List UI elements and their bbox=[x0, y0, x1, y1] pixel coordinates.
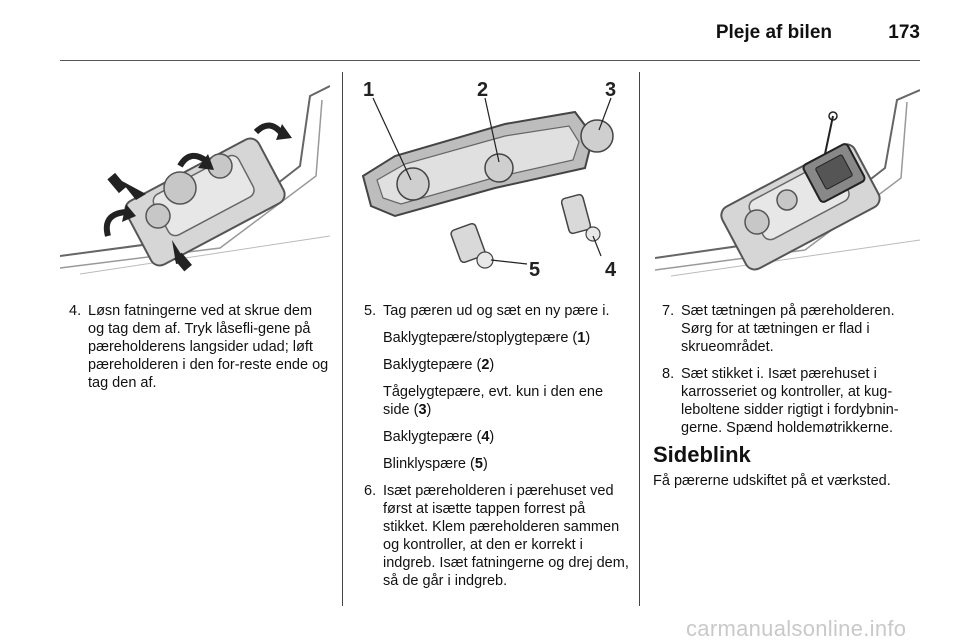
step-7-text: Sæt tætningen på pæreholderen. Sørg for at tætningen er flad i skrueområdet. bbox=[681, 303, 895, 355]
sideblink-paragraph: Få pærerne udskiftet på et værksted. bbox=[653, 473, 891, 489]
section-heading-sideblink: Sideblink bbox=[653, 442, 751, 467]
step-8 bbox=[653, 365, 923, 437]
bulb-holder-removal-illustration bbox=[60, 76, 330, 288]
column-1 bbox=[60, 302, 330, 401]
bulb-entry-2-ref: 2 bbox=[481, 357, 490, 373]
bulb-entry-5 bbox=[355, 455, 631, 473]
step-6-text: Isæt pæreholderen i pærehuset ved først at isætte tappen forrest på stikket. Klem pæreholderen sammen og kontroller, at den er korrekt i indgreb. Isæt fatningerne og drej dem, så de går i indgreb. bbox=[383, 483, 629, 589]
bulb-entry-2 bbox=[355, 356, 631, 374]
bulb-entry-4 bbox=[355, 428, 631, 446]
callout-1: 1 bbox=[363, 79, 375, 101]
step-5-text: Tag pæren ud og sæt en ny pære i. bbox=[383, 303, 610, 319]
step-8-text: Sæt stikket i. Isæt pærehuset i karrosseriet og kontroller, at kug-leboltene sidder rigtigt i fordybnin-gerne. Spænd holdemøtrikkerne. bbox=[681, 366, 899, 436]
callout-5: 5 bbox=[529, 259, 541, 281]
column-2 bbox=[355, 302, 631, 599]
bulb-positions-illustration bbox=[355, 76, 627, 288]
bulb-entry-1-ref: 1 bbox=[577, 330, 586, 346]
callout-4: 4 bbox=[605, 259, 617, 281]
bulb-entry-4-ref: 4 bbox=[481, 429, 490, 445]
page-title: Pleje af bilen bbox=[715, 22, 832, 43]
step-7 bbox=[653, 302, 923, 356]
bulb-entry-4-label: Baklygtepære ( bbox=[383, 429, 482, 445]
step-6-number: 6. bbox=[364, 483, 377, 499]
step-5-number: 5. bbox=[364, 303, 377, 319]
bulb-entry-1-label: Baklygtepære/stoplygtepære ( bbox=[383, 330, 578, 346]
figure-bulb-positions bbox=[355, 76, 627, 288]
bulb-entry-2-close: ) bbox=[489, 357, 495, 373]
step-6 bbox=[355, 482, 631, 590]
column-3 bbox=[653, 302, 923, 496]
bulb-entry-1-close: ) bbox=[585, 330, 591, 346]
page-number: 173 bbox=[888, 22, 920, 43]
callout-3: 3 bbox=[605, 79, 617, 101]
bulb-entry-3-label: Tågelygtepære, evt. kun i den ene side ( bbox=[383, 384, 604, 418]
bulb-entry-5-ref: 5 bbox=[474, 456, 483, 472]
header-rule bbox=[60, 60, 920, 61]
bulb-entry-2-label: Baklygtepære ( bbox=[383, 357, 482, 373]
column-divider-1 bbox=[342, 72, 343, 606]
page-header bbox=[60, 0, 922, 58]
step-4 bbox=[60, 302, 330, 392]
step-5 bbox=[355, 302, 631, 320]
figure-bulb-holder-removal bbox=[60, 76, 330, 288]
bulb-entry-1 bbox=[355, 329, 631, 347]
bulb-entry-3-close: ) bbox=[426, 402, 432, 418]
bulb-entry-5-label: Blinklyspære ( bbox=[383, 456, 475, 472]
column-divider-2 bbox=[639, 72, 640, 606]
step-4-number: 4. bbox=[69, 303, 82, 319]
step-4-text: Løsn fatningerne ved at skrue dem og tag dem af. Tryk låsefli-gene på pæreholderens langsider udad; løft pæreholderen i den for-reste ende og tag den af. bbox=[88, 303, 329, 391]
callout-2: 2 bbox=[477, 79, 489, 101]
seal-installation-illustration bbox=[655, 76, 920, 288]
bulb-entry-5-close: ) bbox=[482, 456, 488, 472]
step-7-number: 7. bbox=[662, 303, 675, 319]
figure-seal-installation bbox=[655, 76, 920, 288]
bulb-entry-3-ref: 3 bbox=[418, 402, 427, 418]
bulb-entry-4-close: ) bbox=[489, 429, 495, 445]
bulb-entry-3 bbox=[355, 383, 631, 419]
watermark: carmanualsonline.info bbox=[686, 616, 907, 641]
step-8-number: 8. bbox=[662, 366, 675, 382]
